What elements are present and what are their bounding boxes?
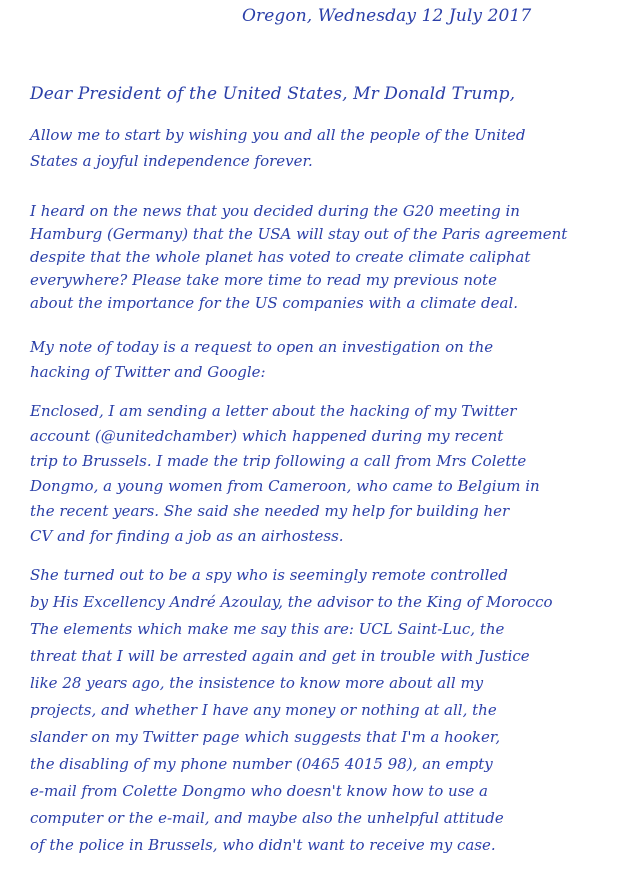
- text-line: Dongmo, a young women from Cameroon, who came to Belgium in: [30, 477, 540, 495]
- text-line: the disabling of my phone number (0465 4015 98), an empty: [30, 755, 493, 773]
- dateline: Oregon, Wednesday 12 July 2017: [242, 6, 532, 26]
- text-line: computer or the e-mail, and maybe also the unhelpful attitude: [30, 809, 504, 827]
- text-line: by His Excellency André Azoulay, the advisor to the King of Morocco: [30, 593, 553, 611]
- text-line: Hamburg (Germany) that the USA will stay out of the Paris agreement: [30, 225, 568, 243]
- text-line: everywhere? Please take more time to read my previous note: [30, 271, 497, 289]
- text-line: She turned out to be a spy who is seemingly remote controlled: [30, 566, 508, 584]
- text-line: like 28 years ago, the insistence to know more about all my: [30, 674, 484, 692]
- text-line: despite that the whole planet has voted to create climate caliphat: [30, 248, 531, 266]
- text-line: of the police in Brussels, who didn't want to receive my case.: [30, 836, 496, 854]
- text-line: the recent years. She said she needed my help for building her: [30, 502, 510, 520]
- text-line: I heard on the news that you decided during the G20 meeting in: [30, 202, 520, 220]
- text-line: States a joyful independence forever.: [30, 152, 313, 170]
- text-line: Allow me to start by wishing you and all the people of the United: [30, 126, 526, 144]
- text-line: slander on my Twitter page which suggests that I'm a hooker,: [30, 728, 501, 746]
- text-line: Enclosed, I am sending a letter about the hacking of my Twitter: [30, 402, 517, 420]
- text-line: The elements which make me say this are: UCL Saint-Luc, the: [30, 620, 505, 638]
- text-line: threat that I will be arrested again and get in trouble with Justice: [30, 647, 530, 665]
- text-line: CV and for finding a job as an airhostess.: [30, 527, 344, 545]
- text-line: trip to Brussels. I made the trip following a call from Mrs Colette: [30, 452, 527, 470]
- text-line: projects, and whether I have any money or nothing at all, the: [30, 701, 497, 719]
- text-line: My note of today is a request to open an investigation on the: [30, 338, 494, 356]
- text-line: e-mail from Colette Dongmo who doesn't know how to use a: [30, 782, 488, 800]
- text-line: hacking of Twitter and Google:: [30, 363, 266, 381]
- text-line: about the importance for the US companies with a climate deal.: [30, 294, 519, 312]
- salutation: Dear President of the United States, Mr Donald Trump,: [30, 84, 516, 104]
- text-line: account (@unitedchamber) which happened during my recent: [30, 427, 504, 445]
